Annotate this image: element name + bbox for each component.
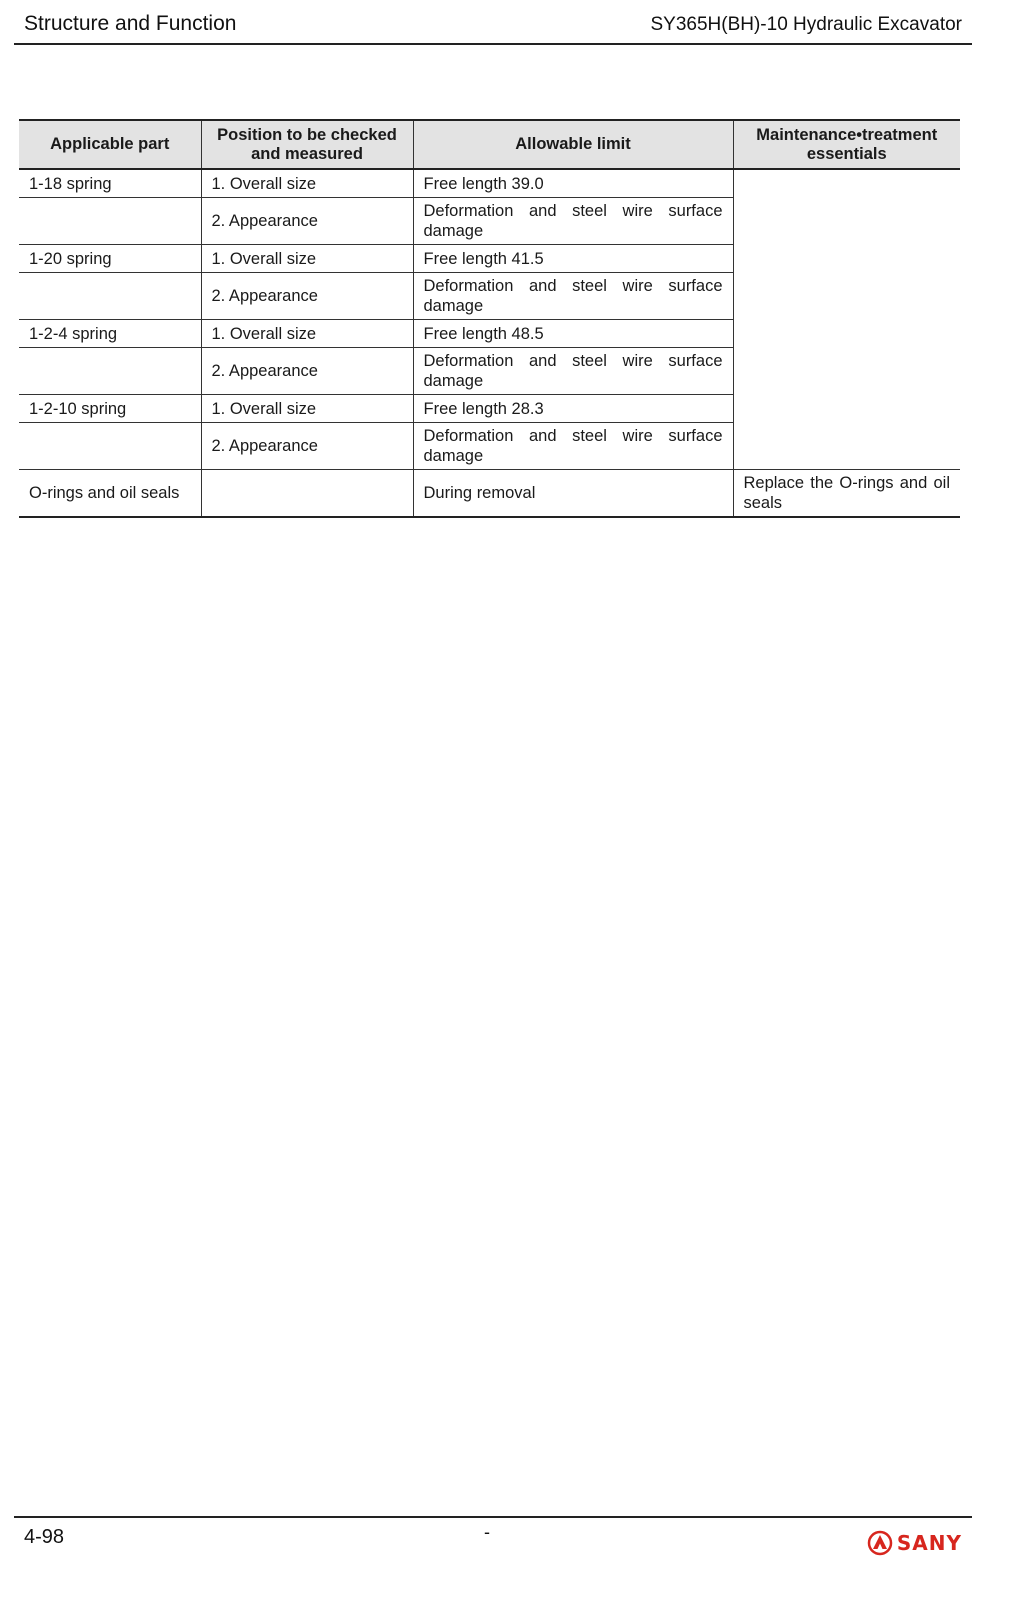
- cell-limit: Deformation and steel wire surface damage: [413, 348, 733, 395]
- cell-part: 1-2-10 spring: [19, 395, 201, 423]
- page-footer: [14, 1516, 972, 1616]
- cell-position: 2. Appearance: [201, 423, 413, 470]
- cell-position: 1. Overall size: [201, 320, 413, 348]
- table-row: [19, 470, 960, 518]
- cell-part: [19, 273, 201, 320]
- document-title: SY365H(BH)-10 Hydraulic Excavator: [650, 14, 962, 35]
- cell-limit: During removal: [413, 470, 733, 518]
- cell-position: 1. Overall size: [201, 395, 413, 423]
- table-row: [19, 169, 960, 198]
- column-header-maintenance: Maintenance•treatment essentials: [733, 120, 960, 169]
- page-number: 4-98: [24, 1526, 65, 1548]
- cell-part: 1-20 spring: [19, 245, 201, 273]
- logo-text: SANY: [896, 1531, 962, 1555]
- sany-logo: [867, 1530, 962, 1556]
- cell-position: 2. Appearance: [201, 348, 413, 395]
- cell-part: [19, 198, 201, 245]
- table-header-row: [19, 120, 960, 169]
- column-header-position: Position to be checked and measured: [201, 120, 413, 169]
- cell-position: 1. Overall size: [201, 245, 413, 273]
- cell-part: 1-18 spring: [19, 169, 201, 198]
- inspection-table: [19, 119, 960, 518]
- cell-limit: Free length 39.0: [413, 169, 733, 198]
- cell-part: O-rings and oil seals: [19, 470, 201, 518]
- cell-position: 2. Appearance: [201, 273, 413, 320]
- cell-limit: Free length 48.5: [413, 320, 733, 348]
- cell-part: [19, 423, 201, 470]
- cell-limit: Free length 28.3: [413, 395, 733, 423]
- column-header-applicable-part: Applicable part: [19, 120, 201, 169]
- page-header: [14, 0, 972, 45]
- cell-part: [19, 348, 201, 395]
- section-title: Structure and Function: [24, 12, 237, 35]
- cell-part: 1-2-4 spring: [19, 320, 201, 348]
- cell-maintenance: [733, 169, 960, 470]
- cell-limit: Deformation and steel wire surface damage: [413, 423, 733, 470]
- cell-limit: Free length 41.5: [413, 245, 733, 273]
- cell-limit: Deformation and steel wire surface damage: [413, 198, 733, 245]
- cell-position: 1. Overall size: [201, 169, 413, 198]
- cell-position: 2. Appearance: [201, 198, 413, 245]
- sany-logo-icon: [867, 1530, 893, 1556]
- footer-center-mark: -: [484, 1522, 490, 1542]
- cell-position: [201, 470, 413, 518]
- column-header-allowable-limit: Allowable limit: [413, 120, 733, 169]
- cell-maintenance: Replace the O-rings and oil seals: [733, 470, 960, 518]
- cell-limit: Deformation and steel wire surface damage: [413, 273, 733, 320]
